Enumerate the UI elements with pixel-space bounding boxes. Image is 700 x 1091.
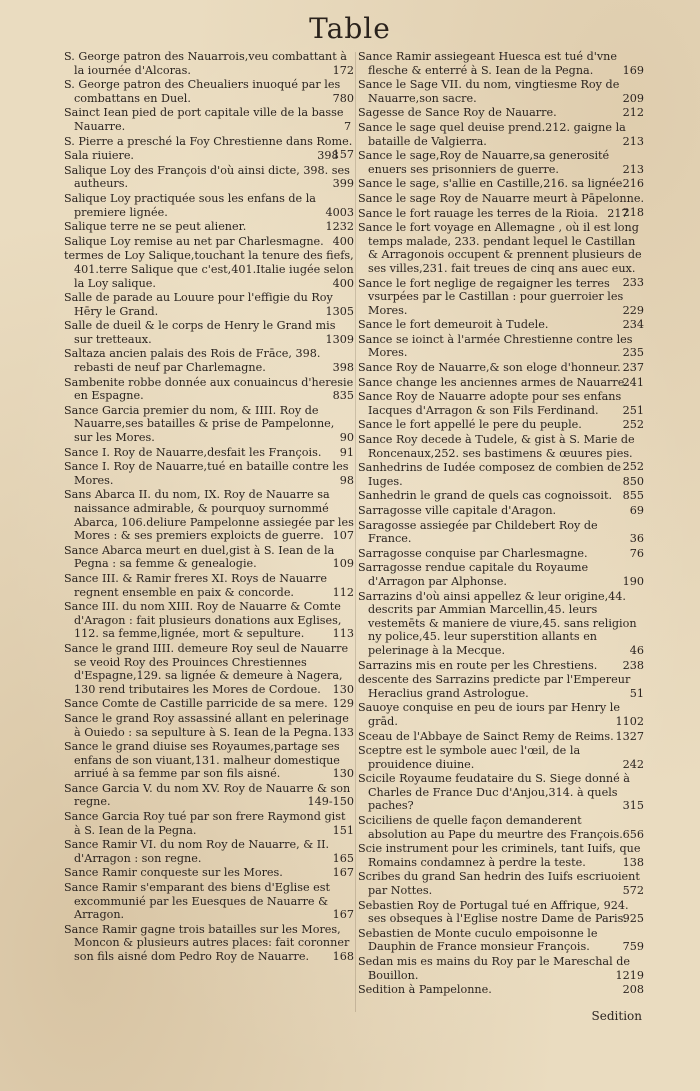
entry-text: Salle de dueil & le corps de Henry le Grand mis sur tretteaux. [64,319,336,346]
entry-page-number: 129 [332,697,354,711]
entry-page-number: 165 [332,851,354,865]
entry-page-number: 235 [622,346,644,360]
index-entry [64,249,354,290]
entry-page-number: 1232 [325,220,354,234]
entry-page-number: 572 [622,884,644,898]
entry-page-number: 167 [332,866,354,880]
entry-page-number: 252 [622,418,644,432]
entry-text: Sance le grand Roy assassiné allant en pelerinage à Ouiedo : sa sepulture à S. Iean de la Pegna. [64,711,349,739]
entry-page-number: 91 [339,445,354,459]
entry-page-number: 167 [332,908,354,922]
entry-text: Sance le sage, s'allie en Castille,216. sa lignée. [358,177,626,191]
entry-text: Salique Loy des François d'où ainsi dicte, 398. ses autheurs. [64,163,350,191]
entry-page-number: 1309 [325,332,354,346]
index-entry [64,923,354,964]
index-entry [358,842,644,869]
index-entry [358,390,644,417]
entry-text: Scie instrument pour les criminels, tant Iuifs, que Romains condamnez à perdre la teste. [358,842,641,869]
index-entry [358,121,644,148]
entry-page-number: 252 [622,460,644,474]
entry-text: Sance Roy decede à Tudele, & gist à S. Marie de Roncenaux,252. ses bastimens & œuures pies. [358,433,635,460]
entry-text: Sance le sage,Roy de Nauarre,sa generosité enuers ses prisonniers de guerre. [358,149,610,176]
entry-text: Sance Garcia premier du nom, & IIII. Roy de Nauarre,ses batailles & prise de Pampelonne, sur les Mores. [64,403,335,445]
index-entry [64,319,354,346]
index-entry [64,235,354,249]
index-column-right [358,50,644,998]
entry-page-number: 855 [622,489,644,503]
entry-text: S. George patron des Nauarrois,veu combattant à la iournée d'Alcoras. [64,50,347,77]
entry-text: Sceau de l'Abbaye de Sainct Remy de Reims. [358,729,614,743]
index-entry [358,78,644,105]
entry-page-number: 1305 [325,304,354,318]
entry-page-number: 242 [622,757,644,771]
entry-text: Sance Abarca meurt en duel,gist à S. Iean de la Pegna : sa femme & genealogie. [64,543,335,571]
entry-text: Sanhedrin le grand de quels cas cognoissoit. [358,489,613,503]
index-entry [64,220,354,234]
entry-page-number: 212 [622,106,644,120]
entry-page-number: 169 [622,63,644,77]
index-entry [64,149,354,163]
entry-page-number: 850 [622,474,644,488]
entry-text: Sance Ramir conqueste sur les Mores. [64,866,283,880]
entry-page-number: 238 [622,658,644,672]
index-entry [358,277,644,318]
index-entry [358,744,644,771]
entry-page-number: 229 [622,303,644,317]
entry-page-number: 1219 [615,968,644,982]
entry-page-number: 400 [332,276,354,290]
index-entry [358,333,644,360]
entry-text: Sebastien Roy de Portugal tué en Affrique, 924. ses obseques à l'Eglise nostre Dame de Paris. [358,898,629,926]
entry-page-number: 112 [332,585,354,599]
entry-page-number: 149-150 [307,795,354,809]
entry-text: S. Pierre a presché la Foy Chrestienne dans Rome. [64,134,353,148]
entry-text: Sance Ramir assiegeant Huesca est tué d'vne flesche & enterré à S. Iean de la Pegna. [358,50,617,77]
entry-page-number: 90 [339,431,354,445]
index-entry [358,730,644,744]
entry-text: Sance se ioinct à l'armée Chrestienne contre les Mores. [358,332,633,360]
entry-page-number: 151 [332,823,354,837]
entry-text: Sance Garcia Roy tué par son frere Raymond gist à S. Iean de la Pegna. [64,810,346,837]
entry-text: Sciciliens de quelle façon demanderent absolution au Pape du meurtre des François. [358,814,623,841]
entry-page-number: 168 [332,950,354,963]
entry-page-number: 1102 [615,714,644,728]
entry-text: Sarragosse conquise par Charlesmagne. [358,546,588,560]
index-entry [64,376,354,403]
entry-page-number: 780 [332,91,354,105]
entry-text: Sceptre est le symbole auec l'œil, de la prouidence diuine. [358,744,581,771]
entry-page-number: 208 [622,983,644,997]
index-entry [358,927,644,954]
entry-text: Sainct Iean pied de port capitale ville de la basse Nauarre. [64,106,344,133]
index-entry [64,572,354,599]
entry-page-number: 759 [622,940,644,954]
index-entry [358,149,644,176]
index-entry [358,673,644,700]
index-entry [358,489,644,503]
entry-text: Sarrazins mis en route per les Chrestiens. [358,658,598,672]
entry-text: Sance Comte de Castille parricide de sa mere. [64,697,328,711]
index-entry [64,642,354,696]
index-entry [358,814,644,841]
index-entry [358,899,644,926]
entry-page-number: 213 [622,162,644,176]
index-entry [358,659,644,673]
index-entry [358,221,644,289]
entry-page-number: 251 [622,403,644,417]
entry-page-number: 209 [622,91,644,105]
entry-text: Salle de parade au Louure pour l'effigie du Roy Hēry le Grand. [64,291,333,318]
entry-text: Scicile Royaume feudataire du S. Siege donné à Charles de France Duc d'Anjou,314. à quels paches? [358,772,630,813]
entry-text: Sagesse de Sance Roy de Nauarre. [358,106,557,120]
entry-page-number: 925 [622,912,644,926]
entry-text: Salique Loy remise au net par Charlesmagne. [64,234,324,248]
entry-page-number: 315 [622,799,644,813]
entry-text: Sebastien de Monte cuculo empoisonne le Dauphin de France monsieur François. [358,926,598,954]
index-entry [358,318,644,332]
entry-text: Sance Roy de Nauarre adopte pour ses enfans Iacques d'Arragon & son Fils Ferdinand. [358,390,622,417]
entry-text: Saragosse assiegée par Childebert Roy de France. [358,518,598,546]
entry-text: Sance le grand IIII. demeure Roy seul de Nauarre se veoid Roy des Prouinces Chrestiennes d'Espagne,129. sa lignée & demeure à Nagera, 130 rend tributaires les Mores de Cordoue. [64,641,349,696]
index-entry [64,404,354,445]
index-entry [64,50,354,77]
entry-text: Sance le fort demeuroit à Tudele. [358,318,549,332]
index-entry [64,446,354,460]
index-entry [358,519,644,546]
entry-text: Sarrazins d'où ainsi appellez & leur origine,44. descrits par Ammian Marcellin,45. leurs vestemēts & maniere de viure,45. sans religion ny police,45. leur superstition allants en pelerinage à la Mecque. [358,589,637,657]
entry-page-number: 107 [332,529,354,543]
index-entry [64,192,354,219]
index-entry: Sainct Iean pied de port capitale ville de la basse Nauarre. 7 [64,106,352,133]
entry-text: Sarragosse rendue capitale du Royaume d'Arragon par Alphonse. [358,561,589,588]
catchword: Sedition [591,1009,642,1023]
index-entry [64,488,354,542]
entry-text: Salique Loy practiquée sous les enfans de la premiere lignée. [64,191,316,219]
entry-text: Sance le fort voyage en Allemagne , où il est long temps malade, 233. pendant lequel le Castillan & Arragonois occupent & prennent plusieurs de ses villes,231. fait treues de cinq ans auec eux. [358,221,642,275]
index-entry [358,590,644,658]
entry-page-number: 835 [332,389,354,403]
entry-text: Sance le sage Roy de Nauarre meurt à Pāpelonne. [358,191,645,205]
entry-page-number: 4003 [325,205,354,219]
index-entry [358,701,644,728]
index-entry [358,870,644,897]
entry-page-number: 234 [622,318,644,332]
index-entry [64,78,354,105]
index-entry [64,544,354,571]
entry-page-number: 109 [332,557,354,571]
index-entry [358,983,644,997]
entry-text: descente des Sarrazins predicte par l'Empereur Heraclius grand Astrologue. [358,673,631,700]
entry-text: Sance Roy de Nauarre,& son eloge d'honneur. [358,361,621,375]
index-column-left [64,50,354,965]
entry-page-number: 157 [332,148,354,162]
index-entry [64,164,354,191]
entry-page-number: 233 [622,275,644,289]
entry-page-number: 398 [332,361,354,375]
index-entry [358,177,644,191]
entry-text: Sance change les anciennes armes de Nauarre. [358,375,628,389]
index-entry [358,433,644,474]
entry-text: Sedition à Pampelonne. [358,983,492,997]
entry-page-number: 51 [629,686,644,700]
entry-text: Sance I. Roy de Nauarre,desfait les François. [64,445,322,459]
entry-text: Sarragosse ville capitale d'Aragon. [358,504,557,517]
index-entry [64,460,354,487]
entry-page-number: 172 [332,63,354,77]
entry-page-number: 241 [622,375,644,389]
entry-page-number: 400 [332,234,354,248]
index-entry [64,712,354,739]
entry-page-number: 213 [622,134,644,148]
entry-text: Sance Ramir gagne trois batailles sur les Mores, Moncon & plusieurs autres places: fait coronner son fils aisné dom Pedro Roy de Nauarre. [64,922,350,963]
entry-page-number: 76 [629,546,644,560]
entry-text: Sance le sage quel deuise prend.212. gaigne la bataille de Valgierra. [358,120,626,148]
entry-page-number: 190 [622,574,644,588]
index-entry [358,376,644,390]
index-entry [358,955,644,982]
entry-text: S. George patron des Cheualiers inuoqué par les combattans en Duel. [64,78,341,105]
entry-text: Sance le fort rauage les terres de la Rioia. [358,206,599,220]
entry-page-number: 36 [629,532,644,546]
index-entry [358,504,644,518]
index-entry [358,361,644,375]
entry-page-number: 130 [332,682,354,696]
entry-text: Sala riuiere. [64,149,134,163]
entry-text: Saltaza ancien palais des Rois de Frāce, 398. rebasti de neuf par Charlemagne. [64,347,321,375]
index-entry [358,418,644,432]
index-entry [358,772,644,813]
index-entry [64,740,354,781]
entry-page-number: 113 [332,627,354,641]
index-entry [64,881,354,922]
entry-page-number: 398 [317,149,339,163]
index-entry [64,866,354,880]
entry-page-number: 130 [332,767,354,781]
index-entry [64,782,354,809]
index-entry [64,810,354,837]
entry-text: Sance Ramir VI. du nom Roy de Nauarre, & II. d'Arragon : son regne. [64,838,330,865]
entry-text: Sance Garcia V. du nom XV. Roy de Nauarre & son regne. [64,781,351,809]
entry-text: Sans Abarca II. du nom, IX. Roy de Nauarre sa naissance admirable, & pourquoy surnommé Abarca, 106.deliure Pampelonne assiegée par les Mores : & ses premiers exploicts de guerre. [64,488,354,543]
entry-page-number: 218 [622,205,644,219]
index-entry [358,106,644,120]
entry-text: Sedan mis es mains du Roy par le Mareschal de Bouillon. [358,955,630,982]
index-entry [64,347,354,374]
entry-text: Sance III. & Ramir freres XI. Roys de Nauarre regnent ensemble en paix & concorde. [64,571,327,599]
entry-text: Sance I. Roy de Nauarre,tué en bataille contre les Mores. [64,460,349,487]
entry-page-number: 399 [332,177,354,191]
entry-page-number: 217 [607,206,629,220]
entry-page-number: 216 [622,177,644,191]
entry-text: Sauoye conquise en peu de iours par Henry le grād. [358,701,621,728]
index-entry [358,547,644,561]
index-entry [358,561,644,588]
entry-text: Salique terre ne se peut aliener. [64,220,247,234]
index-entry [358,461,644,488]
entry-page-number: 98 [339,473,354,487]
entry-text: Scribes du grand San hedrin des Iuifs escriuoient par Nottes. [358,870,640,898]
entry-page-number: 138 [622,855,644,869]
entry-page-number: 133 [332,725,354,739]
entry-text: Sance III. du nom XIII. Roy de Nauarre & Comte d'Aragon : fait plusieurs donations aux Eglises, 112. sa femme,lignée, mort & sepulture. [64,600,342,641]
page-title: Table [309,12,391,45]
entry-text: Sance Ramir s'emparant des biens d'Eglise est excommunié par les Euesques de Nauarre & Arragon. [64,881,331,922]
index-entry [64,838,354,865]
entry-page-number: 237 [622,361,644,375]
entry-text: Sance le grand diuise ses Royaumes,partage ses enfans de son viuant,131. malheur domestique arriué à sa femme par son fils aisné. [64,740,340,781]
entry-text: Sambenite robbe donnée aux conuaincus d'heresie en Espagne. [64,375,354,403]
entry-text: Sance le fort neglige de regaigner les terres vsurpées par le Castillan : pour guerroier les Mores. [358,276,624,317]
entry-page-number: 46 [629,643,644,657]
entry-text: termes de Loy Salique,touchant la tenure des fiefs, 401.terre Salique que c'est,401.Italie iugée selon la Loy salique. [64,249,354,290]
index-entry [358,50,644,77]
index-entry [358,207,644,221]
entry-page-number: 1327 [615,729,644,743]
entry-text: Sanhedrins de Iudée composez de combien de Iuges. [358,461,622,488]
entry-page-number: 69 [629,504,644,517]
entry-text: Sance le Sage VII. du nom, vingtiesme Roy de Nauarre,son sacre. [358,78,620,105]
entry-page-number: 656 [622,827,644,841]
index-entry [64,600,354,641]
index-entry [64,697,354,711]
index-entry [64,291,354,318]
entry-text: Sance le fort appellé le pere du peuple. [358,418,582,432]
column-divider [355,52,356,1012]
